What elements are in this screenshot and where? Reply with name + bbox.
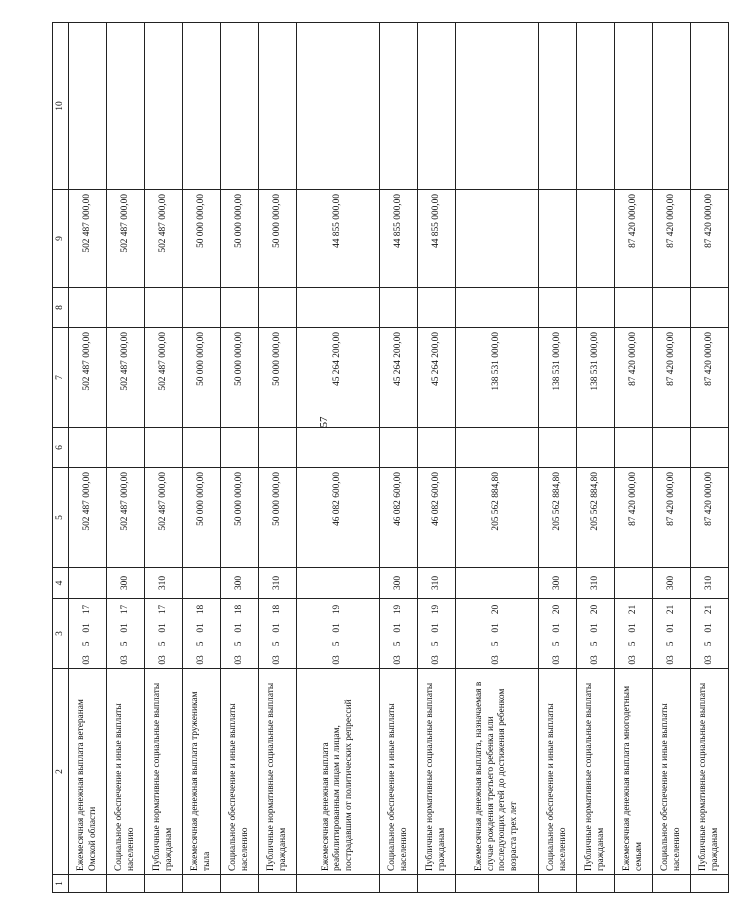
cell-col-1 [145, 875, 183, 893]
code-part-c3a: 03 [589, 655, 600, 665]
cell-amount-col-7: 138 531 000,00 [539, 328, 577, 428]
cell-col-10 [615, 23, 653, 190]
cell-amount-col-7: 138 531 000,00 [456, 328, 539, 428]
classification-code-group [82, 599, 94, 668]
cell-amount-col-5: 502 487 000,00 [69, 468, 107, 568]
code-part-c3a: 03 [627, 655, 638, 665]
cell-classification-code [69, 599, 107, 669]
code-part-c3c: 01 [392, 623, 403, 633]
cell-amount-col-5: 50 000 000,00 [259, 468, 297, 568]
cell-col-8 [615, 288, 653, 328]
code-part-c3a: 03 [392, 655, 403, 665]
classification-code-group [158, 599, 170, 668]
code-part-c3c: 01 [551, 623, 562, 633]
cell-expense-type: 310 [577, 568, 615, 599]
cell-col-1 [456, 875, 539, 893]
code-part-c3c: 01 [157, 623, 168, 633]
cell-amount-col-9: 87 420 000,00 [691, 190, 729, 288]
cell-col-6 [183, 428, 221, 468]
cell-classification-code [691, 599, 729, 669]
cell-classification-code [107, 599, 145, 669]
table-row [107, 23, 145, 893]
cell-col-10 [691, 23, 729, 190]
cell-expense-type: 310 [145, 568, 183, 599]
cell-amount-col-9: 44 855 000,00 [380, 190, 418, 288]
cell-amount-col-9: 50 000 000,00 [221, 190, 259, 288]
cell-classification-code [615, 599, 653, 669]
code-part-c3d: 21 [703, 604, 714, 615]
code-part-c3b: 5 [627, 641, 638, 647]
cell-col-6 [297, 428, 380, 468]
code-part-c3a: 03 [703, 655, 714, 665]
table-body [69, 23, 729, 893]
cell-classification-code [145, 599, 183, 669]
cell-expense-type: 300 [539, 568, 577, 599]
classification-code-group [590, 599, 602, 668]
cell-item-name: Социальное обеспечение и иные выплаты населению [653, 669, 691, 875]
header-col-8: 8 [53, 288, 69, 328]
header-col-2: 2 [53, 669, 69, 875]
code-part-c3d: 18 [233, 604, 244, 615]
cell-classification-code [380, 599, 418, 669]
cell-col-6 [653, 428, 691, 468]
code-part-c3d: 19 [392, 604, 403, 615]
cell-amount-col-5: 50 000 000,00 [183, 468, 221, 568]
cell-amount-col-7: 45 264 200,00 [418, 328, 456, 428]
cell-amount-col-7: 45 264 200,00 [297, 328, 380, 428]
table-row [539, 23, 577, 893]
header-row [53, 23, 69, 893]
code-part-c3c: 01 [627, 623, 638, 633]
cell-amount-col-5: 46 082 600,00 [418, 468, 456, 568]
cell-amount-col-7: 50 000 000,00 [183, 328, 221, 428]
cell-amount-col-9: 502 487 000,00 [69, 190, 107, 288]
header-col-7: 7 [53, 328, 69, 428]
cell-classification-code [456, 599, 539, 669]
cell-amount-col-9: 502 487 000,00 [107, 190, 145, 288]
cell-col-8 [653, 288, 691, 328]
cell-amount-col-5: 46 082 600,00 [297, 468, 380, 568]
cell-col-6 [221, 428, 259, 468]
code-part-c3c: 01 [491, 623, 502, 633]
cell-col-8 [221, 288, 259, 328]
code-part-c3d: 17 [157, 604, 168, 615]
code-part-c3c: 01 [271, 623, 282, 633]
cell-col-1 [221, 875, 259, 893]
cell-amount-col-9: 50 000 000,00 [183, 190, 221, 288]
cell-amount-col-7: 50 000 000,00 [221, 328, 259, 428]
cell-col-8 [259, 288, 297, 328]
table-row [297, 23, 380, 893]
classification-code-group [120, 599, 132, 668]
cell-col-8 [380, 288, 418, 328]
cell-amount-col-5: 205 562 884,80 [456, 468, 539, 568]
cell-expense-type: 310 [691, 568, 729, 599]
table-row [69, 23, 107, 893]
code-part-c3a: 03 [195, 655, 206, 665]
cell-expense-type: 300 [653, 568, 691, 599]
code-part-c3d: 21 [627, 604, 638, 615]
code-part-c3b: 5 [392, 641, 403, 647]
table-row [615, 23, 653, 893]
cell-col-6 [577, 428, 615, 468]
cell-amount-col-7: 45 264 200,00 [380, 328, 418, 428]
cell-col-1 [69, 875, 107, 893]
cell-classification-code [259, 599, 297, 669]
cell-amount-col-5: 50 000 000,00 [221, 468, 259, 568]
code-part-c3d: 17 [81, 604, 92, 615]
cell-col-6 [259, 428, 297, 468]
table-row [259, 23, 297, 893]
code-part-c3b: 5 [157, 641, 168, 647]
table-row [456, 23, 539, 893]
code-part-c3c: 01 [589, 623, 600, 633]
cell-expense-type [69, 568, 107, 599]
code-part-c3d: 20 [589, 604, 600, 615]
code-part-c3c: 01 [703, 623, 714, 633]
cell-col-10 [456, 23, 539, 190]
code-part-c3d: 19 [332, 604, 343, 615]
cell-col-8 [456, 288, 539, 328]
code-part-c3a: 03 [665, 655, 676, 665]
classification-code-group [332, 599, 344, 668]
classification-code-group [431, 599, 443, 668]
cell-amount-col-9 [456, 190, 539, 288]
table-row [221, 23, 259, 893]
code-part-c3b: 5 [430, 641, 441, 647]
cell-col-10 [221, 23, 259, 190]
code-part-c3c: 01 [332, 623, 343, 633]
code-part-c3b: 5 [233, 641, 244, 647]
cell-col-1 [183, 875, 221, 893]
cell-expense-type: 300 [107, 568, 145, 599]
classification-code-group [552, 599, 564, 668]
table-row [691, 23, 729, 893]
cell-expense-type: 300 [221, 568, 259, 599]
cell-col-1 [107, 875, 145, 893]
cell-col-6 [145, 428, 183, 468]
code-part-c3b: 5 [491, 641, 502, 647]
cell-col-1 [691, 875, 729, 893]
code-part-c3a: 03 [491, 655, 502, 665]
code-part-c3a: 03 [157, 655, 168, 665]
code-part-c3b: 5 [551, 641, 562, 647]
cell-expense-type [183, 568, 221, 599]
cell-col-1 [259, 875, 297, 893]
code-part-c3a: 03 [271, 655, 282, 665]
cell-amount-col-7: 502 487 000,00 [145, 328, 183, 428]
cell-col-6 [615, 428, 653, 468]
cell-expense-type [297, 568, 380, 599]
code-part-c3d: 18 [195, 604, 206, 615]
cell-amount-col-9: 50 000 000,00 [259, 190, 297, 288]
code-part-c3b: 5 [332, 641, 343, 647]
page-number: 57 [318, 416, 330, 428]
cell-amount-col-7: 87 420 000,00 [653, 328, 691, 428]
cell-col-8 [107, 288, 145, 328]
cell-expense-type [456, 568, 539, 599]
code-part-c3c: 01 [195, 623, 206, 633]
classification-code-group [196, 599, 208, 668]
cell-amount-col-9: 87 420 000,00 [615, 190, 653, 288]
budget-table-container [52, 23, 720, 893]
cell-amount-col-5: 87 420 000,00 [615, 468, 653, 568]
cell-col-10 [380, 23, 418, 190]
cell-col-10 [69, 23, 107, 190]
code-part-c3a: 03 [233, 655, 244, 665]
cell-item-name: Публичные нормативные социальные выплаты гражданам [577, 669, 615, 875]
classification-code-group [491, 599, 503, 668]
cell-amount-col-5: 502 487 000,00 [145, 468, 183, 568]
cell-col-8 [145, 288, 183, 328]
code-part-c3d: 18 [271, 604, 282, 615]
cell-col-8 [539, 288, 577, 328]
code-part-c3a: 03 [81, 655, 92, 665]
cell-col-1 [380, 875, 418, 893]
cell-expense-type: 310 [259, 568, 297, 599]
cell-item-name: Публичные нормативные социальные выплаты гражданам [259, 669, 297, 875]
cell-classification-code [418, 599, 456, 669]
code-part-c3d: 20 [551, 604, 562, 615]
cell-col-8 [418, 288, 456, 328]
cell-col-6 [107, 428, 145, 468]
code-part-c3d: 19 [430, 604, 441, 615]
cell-col-10 [577, 23, 615, 190]
cell-item-name: Социальное обеспечение и иные выплаты населению [380, 669, 418, 875]
cell-col-8 [69, 288, 107, 328]
cell-col-10 [539, 23, 577, 190]
cell-amount-col-7: 87 420 000,00 [691, 328, 729, 428]
cell-amount-col-9: 44 855 000,00 [297, 190, 380, 288]
code-part-c3c: 01 [81, 623, 92, 633]
cell-col-6 [539, 428, 577, 468]
cell-amount-col-5: 46 082 600,00 [380, 468, 418, 568]
cell-amount-col-5: 502 487 000,00 [107, 468, 145, 568]
cell-col-1 [297, 875, 380, 893]
cell-col-1 [577, 875, 615, 893]
header-col-3: 3 [53, 599, 69, 669]
classification-code-group [628, 599, 640, 668]
cell-expense-type: 310 [418, 568, 456, 599]
header-col-9: 9 [53, 190, 69, 288]
cell-col-8 [183, 288, 221, 328]
cell-item-name: Ежемесячная денежная выплата ветеранам Омской области [69, 669, 107, 875]
cell-col-6 [380, 428, 418, 468]
code-part-c3b: 5 [81, 641, 92, 647]
cell-col-6 [418, 428, 456, 468]
cell-col-8 [577, 288, 615, 328]
code-part-c3a: 03 [430, 655, 441, 665]
cell-col-10 [297, 23, 380, 190]
code-part-c3d: 17 [119, 604, 130, 615]
cell-item-name: Ежемесячная денежная выплата многодетным семьям [615, 669, 653, 875]
cell-item-name: Ежемесячная денежная выплата реабилитированным лицам и лицам, пострадавшим от политических репрессий [297, 669, 380, 875]
cell-amount-col-7: 138 531 000,00 [577, 328, 615, 428]
cell-expense-type [615, 568, 653, 599]
cell-amount-col-9: 87 420 000,00 [653, 190, 691, 288]
cell-item-name: Публичные нормативные социальные выплаты гражданам [145, 669, 183, 875]
table-row [145, 23, 183, 893]
cell-item-name: Публичные нормативные социальные выплаты гражданам [418, 669, 456, 875]
code-part-c3b: 5 [665, 641, 676, 647]
cell-classification-code [183, 599, 221, 669]
table-row [577, 23, 615, 893]
cell-item-name: Социальное обеспечение и иные выплаты населению [539, 669, 577, 875]
cell-amount-col-5: 205 562 884,80 [539, 468, 577, 568]
cell-amount-col-5: 87 420 000,00 [691, 468, 729, 568]
code-part-c3a: 03 [551, 655, 562, 665]
cell-col-6 [456, 428, 539, 468]
cell-item-name: Публичные нормативные социальные выплаты гражданам [691, 669, 729, 875]
cell-amount-col-7: 50 000 000,00 [259, 328, 297, 428]
code-part-c3a: 03 [119, 655, 130, 665]
cell-amount-col-9 [539, 190, 577, 288]
header-col-6: 6 [53, 428, 69, 468]
table-row [418, 23, 456, 893]
cell-amount-col-5: 87 420 000,00 [653, 468, 691, 568]
code-part-c3c: 01 [665, 623, 676, 633]
cell-classification-code [221, 599, 259, 669]
classification-code-group [704, 599, 716, 668]
cell-col-8 [691, 288, 729, 328]
cell-classification-code [577, 599, 615, 669]
cell-amount-col-9: 44 855 000,00 [418, 190, 456, 288]
cell-item-name: Ежемесячная денежная выплата труженикам тыла [183, 669, 221, 875]
code-part-c3d: 20 [491, 604, 502, 615]
code-part-c3a: 03 [332, 655, 343, 665]
classification-code-group [393, 599, 405, 668]
classification-code-group [234, 599, 246, 668]
cell-amount-col-7: 502 487 000,00 [69, 328, 107, 428]
cell-col-1 [539, 875, 577, 893]
cell-col-1 [418, 875, 456, 893]
header-col-5: 5 [53, 468, 69, 568]
code-part-c3b: 5 [271, 641, 282, 647]
classification-code-group [272, 599, 284, 668]
cell-amount-col-9: 502 487 000,00 [145, 190, 183, 288]
cell-item-name: Социальное обеспечение и иные выплаты населению [221, 669, 259, 875]
cell-amount-col-7: 87 420 000,00 [615, 328, 653, 428]
cell-item-name: Ежемесячная денежная выплата, назначаемая в случае рождения третьего ребенка или последующих детей до достижения ребенком возраста трех лет [456, 669, 539, 875]
code-part-c3b: 5 [119, 641, 130, 647]
cell-col-10 [418, 23, 456, 190]
table-row [653, 23, 691, 893]
code-part-c3b: 5 [589, 641, 600, 647]
cell-expense-type: 300 [380, 568, 418, 599]
code-part-c3c: 01 [233, 623, 244, 633]
table-row [380, 23, 418, 893]
cell-col-10 [183, 23, 221, 190]
cell-col-10 [145, 23, 183, 190]
code-part-c3d: 21 [665, 604, 676, 615]
budget-table [52, 22, 729, 893]
code-part-c3b: 5 [195, 641, 206, 647]
cell-classification-code [297, 599, 380, 669]
header-col-1: 1 [53, 875, 69, 893]
cell-col-10 [259, 23, 297, 190]
table-row [183, 23, 221, 893]
cell-col-10 [107, 23, 145, 190]
header-col-4: 4 [53, 568, 69, 599]
cell-col-6 [69, 428, 107, 468]
code-part-c3c: 01 [430, 623, 441, 633]
cell-amount-col-9 [577, 190, 615, 288]
cell-col-1 [615, 875, 653, 893]
classification-code-group [666, 599, 678, 668]
cell-col-6 [691, 428, 729, 468]
cell-col-10 [653, 23, 691, 190]
code-part-c3b: 5 [703, 641, 714, 647]
header-col-10: 10 [53, 23, 69, 190]
cell-col-1 [653, 875, 691, 893]
cell-amount-col-7: 502 487 000,00 [107, 328, 145, 428]
cell-col-8 [297, 288, 380, 328]
cell-classification-code [653, 599, 691, 669]
cell-amount-col-5: 205 562 884,80 [577, 468, 615, 568]
code-part-c3c: 01 [119, 623, 130, 633]
cell-item-name: Социальное обеспечение и иные выплаты населению [107, 669, 145, 875]
cell-classification-code [539, 599, 577, 669]
